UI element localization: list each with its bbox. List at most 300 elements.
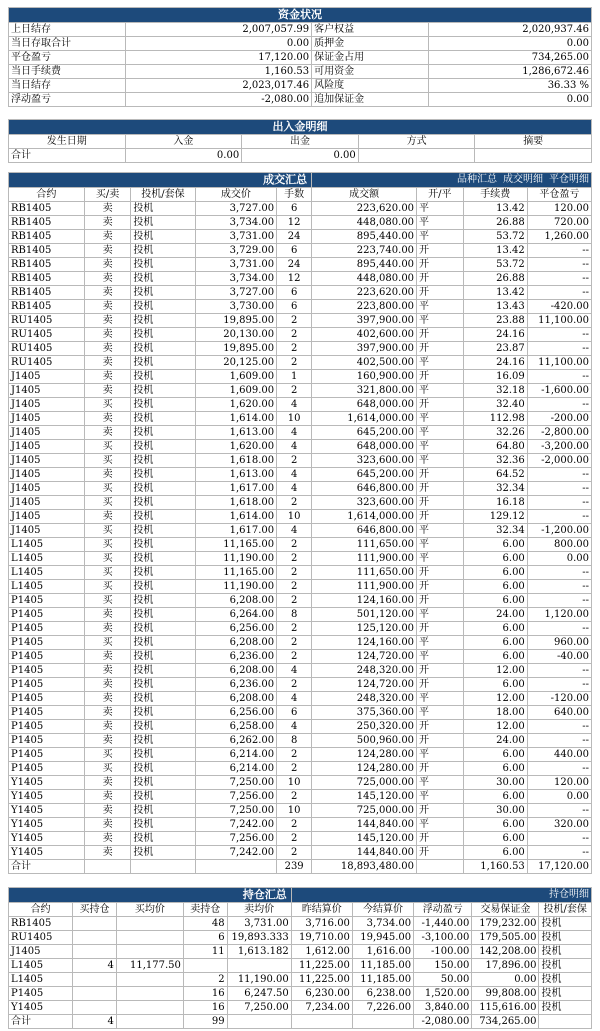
trade-cell: 145,120.00 <box>312 790 417 804</box>
position-row <box>9 1001 592 1015</box>
trade-cell: Y1405 <box>9 790 85 804</box>
trade-cell: 卖 <box>84 678 131 692</box>
position-cell <box>73 987 117 1001</box>
position-cell: 3,840.00 <box>414 1001 472 1015</box>
trade-row <box>9 552 592 566</box>
trade-cell: 124,720.00 <box>312 650 417 664</box>
trade-cell: -200.00 <box>527 412 591 426</box>
trade-cell: Y1405 <box>9 818 85 832</box>
deposit-column-header: 出金 <box>242 135 359 149</box>
trade-cell: 800.00 <box>527 538 591 552</box>
trade-cell: 8 <box>277 608 312 622</box>
trade-row <box>9 734 592 748</box>
trade-cell: 2 <box>277 762 312 776</box>
trade-cell: 投机 <box>131 356 195 370</box>
trade-cell: 开 <box>417 286 464 300</box>
trade-cell: 448,080.00 <box>312 272 417 286</box>
trade-cell: 1,614,000.00 <box>312 412 417 426</box>
deposit-total-cell <box>358 149 475 163</box>
position-cell <box>116 931 183 945</box>
trade-cell: 24.00 <box>463 734 527 748</box>
trade-cell: 投机 <box>131 440 195 454</box>
trade-cell: 6.00 <box>463 636 527 650</box>
trade-cell: 4 <box>277 482 312 496</box>
trade-cell: 平 <box>417 636 464 650</box>
trade-row <box>9 328 592 342</box>
trade-cell: 平 <box>417 384 464 398</box>
variety-summary-link[interactable]: 品种汇总 <box>457 174 497 185</box>
trade-cell: 6,208.00 <box>195 664 277 678</box>
position-detail-link[interactable]: 持仓明细 <box>549 889 589 900</box>
position-cell: 投机 <box>539 945 592 959</box>
trade-cell: -- <box>527 832 591 846</box>
trade-cell: 开 <box>417 566 464 580</box>
trade-cell: 卖 <box>84 356 131 370</box>
trade-row <box>9 650 592 664</box>
trade-row <box>9 776 592 790</box>
trade-cell: 投机 <box>131 846 195 860</box>
trade-cell: 1,620.00 <box>195 440 277 454</box>
trade-cell: -- <box>527 482 591 496</box>
trade-cell: 卖 <box>84 468 131 482</box>
trade-cell: 12.00 <box>463 664 527 678</box>
trade-cell: 2 <box>277 356 312 370</box>
trade-cell: 6,256.00 <box>195 706 277 720</box>
trade-cell: 32.36 <box>463 454 527 468</box>
position-cell: L1405 <box>9 973 73 987</box>
position-cell: 16 <box>183 1001 227 1015</box>
trade-cell: -- <box>527 622 591 636</box>
position-cell: P1405 <box>9 987 73 1001</box>
trade-cell: 投机 <box>131 314 195 328</box>
trade-cell: 卖 <box>84 720 131 734</box>
trade-cell: -420.00 <box>527 300 591 314</box>
funds-value: 2,007,057.99 <box>125 23 312 37</box>
position-cell <box>73 945 117 959</box>
trade-cell: 960.00 <box>527 636 591 650</box>
trade-cell: 1,260.00 <box>527 230 591 244</box>
trade-cell: 卖 <box>84 804 131 818</box>
trade-cell: 250,320.00 <box>312 720 417 734</box>
position-summary-title: 持仓汇总 <box>9 888 292 903</box>
trade-cell: -- <box>527 370 591 384</box>
position-cell: 7,250.00 <box>227 1001 291 1015</box>
trade-cell: 4 <box>277 524 312 538</box>
trade-cell: -- <box>527 734 591 748</box>
trade-cell: 402,600.00 <box>312 328 417 342</box>
trade-cell: 投机 <box>131 230 195 244</box>
trade-cell: 买 <box>84 538 131 552</box>
funds-label: 可用资金 <box>312 65 429 79</box>
trade-cell: 平 <box>417 230 464 244</box>
deposit-column-header: 摘要 <box>475 135 592 149</box>
trade-cell: 111,650.00 <box>312 566 417 580</box>
position-cell: 179,232.00 <box>472 917 539 931</box>
trade-row <box>9 748 592 762</box>
trade-cell: 6.00 <box>463 846 527 860</box>
position-column-header: 交易保证金 <box>472 903 539 917</box>
trade-cell: 投机 <box>131 328 195 342</box>
trade-row <box>9 202 592 216</box>
trade-cell: 32.26 <box>463 426 527 440</box>
trade-cell: 6.00 <box>463 818 527 832</box>
trade-cell: 投机 <box>131 622 195 636</box>
trade-cell: 6.00 <box>463 552 527 566</box>
trade-cell: 开 <box>417 510 464 524</box>
trade-row <box>9 314 592 328</box>
funds-row <box>9 93 592 107</box>
position-cell: 16 <box>183 987 227 1001</box>
trade-cell: -1,200.00 <box>527 524 591 538</box>
trade-cell: 卖 <box>84 202 131 216</box>
trade-cell: 平 <box>417 314 464 328</box>
trade-cell: 13.42 <box>463 286 527 300</box>
trade-cell: 投机 <box>131 832 195 846</box>
trade-row <box>9 818 592 832</box>
trade-row <box>9 216 592 230</box>
position-cell: 11,225.00 <box>291 959 352 973</box>
trade-cell: P1405 <box>9 762 85 776</box>
trade-cell: -- <box>527 244 591 258</box>
funds-row <box>9 37 592 51</box>
funds-row <box>9 79 592 93</box>
trade-cell: P1405 <box>9 692 85 706</box>
trade-cell: 53.72 <box>463 230 527 244</box>
trade-cell: 6 <box>277 286 312 300</box>
deposit-total-cell: 合计 <box>9 149 126 163</box>
trade-cell: RB1405 <box>9 286 85 300</box>
position-cell: -100.00 <box>414 945 472 959</box>
trade-cell: 投机 <box>131 678 195 692</box>
trade-cell: 1,618.00 <box>195 454 277 468</box>
position-cell: 7,234.00 <box>291 1001 352 1015</box>
trade-cell: 投机 <box>131 608 195 622</box>
trade-cell: 投机 <box>131 748 195 762</box>
trade-cell: 投机 <box>131 426 195 440</box>
trade-cell: 投机 <box>131 524 195 538</box>
position-cell: Y1405 <box>9 1001 73 1015</box>
trade-total-cell <box>84 860 131 874</box>
trade-cell: 投机 <box>131 720 195 734</box>
trade-cell: 64.52 <box>463 468 527 482</box>
trade-cell: 卖 <box>84 846 131 860</box>
trade-cell: 投机 <box>131 300 195 314</box>
trade-cell: 2 <box>277 328 312 342</box>
trade-row <box>9 608 592 622</box>
position-cell: 2 <box>183 973 227 987</box>
trade-cell: 11,165.00 <box>195 538 277 552</box>
funds-status-header <box>9 8 592 23</box>
funds-row <box>9 51 592 65</box>
trade-cell: 11,100.00 <box>527 314 591 328</box>
trade-cell: 13.42 <box>463 244 527 258</box>
close-detail-link[interactable]: 平仓明细 <box>549 174 589 185</box>
trade-cell: 平 <box>417 692 464 706</box>
position-cell <box>183 959 227 973</box>
trade-cell: 640.00 <box>527 706 591 720</box>
trade-cell: L1405 <box>9 566 85 580</box>
position-row <box>9 973 592 987</box>
trade-cell: 2 <box>277 580 312 594</box>
trade-row <box>9 468 592 482</box>
trade-row <box>9 342 592 356</box>
trade-cell: 646,800.00 <box>312 524 417 538</box>
trade-row <box>9 692 592 706</box>
trade-cell: 223,800.00 <box>312 300 417 314</box>
trade-cell: 646,800.00 <box>312 482 417 496</box>
trade-cell: 2 <box>277 790 312 804</box>
trade-cell: 725,000.00 <box>312 776 417 790</box>
position-total-cell <box>116 1015 183 1029</box>
trade-cell: RB1405 <box>9 300 85 314</box>
trade-cell: P1405 <box>9 608 85 622</box>
deposit-total-cell <box>475 149 592 163</box>
trade-cell: RB1405 <box>9 230 85 244</box>
trade-cell: 1,614,000.00 <box>312 510 417 524</box>
trade-cell: -1,600.00 <box>527 384 591 398</box>
trade-cell: 11,165.00 <box>195 566 277 580</box>
trade-cell: 平 <box>417 706 464 720</box>
trade-cell: 30.00 <box>463 776 527 790</box>
trade-row <box>9 300 592 314</box>
position-summary-links <box>291 888 591 903</box>
trade-cell: -- <box>527 804 591 818</box>
trade-cell: -- <box>527 398 591 412</box>
trade-row <box>9 664 592 678</box>
position-cell: 142,208.00 <box>472 945 539 959</box>
trade-row <box>9 510 592 524</box>
trade-cell: 323,600.00 <box>312 496 417 510</box>
trade-cell: 买 <box>84 398 131 412</box>
trade-cell: 2 <box>277 622 312 636</box>
position-summary-table <box>8 887 592 1029</box>
trade-cell: 124,160.00 <box>312 594 417 608</box>
trade-cell: -120.00 <box>527 692 591 706</box>
position-cell: L1405 <box>9 959 73 973</box>
position-cell: 99,808.00 <box>472 987 539 1001</box>
trade-cell: 投机 <box>131 706 195 720</box>
position-cell: 1,612.00 <box>291 945 352 959</box>
funds-value: 2,023,017.46 <box>125 79 312 93</box>
position-cell: 50.00 <box>414 973 472 987</box>
trade-cell: 7,242.00 <box>195 846 277 860</box>
position-column-header: 卖均价 <box>227 903 291 917</box>
trade-cell: 7,250.00 <box>195 776 277 790</box>
trade-cell: 26.88 <box>463 216 527 230</box>
trade-cell: 2 <box>277 832 312 846</box>
trade-cell: 卖 <box>84 776 131 790</box>
position-cell: 11,185.00 <box>352 973 413 987</box>
position-cell: 投机 <box>539 931 592 945</box>
trade-cell: 投机 <box>131 566 195 580</box>
position-column-header: 浮动盈亏 <box>414 903 472 917</box>
trade-cell: 买 <box>84 580 131 594</box>
trade-cell: 12 <box>277 272 312 286</box>
trade-cell: 开 <box>417 328 464 342</box>
position-cell: J1405 <box>9 945 73 959</box>
funds-label: 客户权益 <box>312 23 429 37</box>
trade-cell: 375,360.00 <box>312 706 417 720</box>
trade-cell: 卖 <box>84 272 131 286</box>
trade-cell: 11,190.00 <box>195 552 277 566</box>
trade-cell: P1405 <box>9 706 85 720</box>
deposit-total-row <box>9 149 592 163</box>
trade-row <box>9 720 592 734</box>
trade-cell: 投机 <box>131 650 195 664</box>
trade-cell: 23.87 <box>463 342 527 356</box>
position-cell <box>73 917 117 931</box>
trade-row <box>9 622 592 636</box>
trade-detail-link[interactable]: 成交明细 <box>503 174 543 185</box>
trade-cell: 20,125.00 <box>195 356 277 370</box>
trade-cell: Y1405 <box>9 804 85 818</box>
trade-column-header: 成交价 <box>195 188 277 202</box>
trade-cell: 投机 <box>131 412 195 426</box>
trade-cell: 323,600.00 <box>312 454 417 468</box>
trade-cell: 6.00 <box>463 538 527 552</box>
position-total-cell <box>291 1015 352 1029</box>
trade-row <box>9 566 592 580</box>
trade-cell: 1,620.00 <box>195 398 277 412</box>
trade-cell: 402,500.00 <box>312 356 417 370</box>
trade-cell: 30.00 <box>463 804 527 818</box>
position-total-row <box>9 1015 592 1029</box>
trade-cell: 321,800.00 <box>312 384 417 398</box>
trade-row <box>9 356 592 370</box>
trade-cell: 投机 <box>131 762 195 776</box>
trade-cell: 320.00 <box>527 818 591 832</box>
trade-cell: 卖 <box>84 300 131 314</box>
trade-cell: 投机 <box>131 202 195 216</box>
trade-cell: 6,208.00 <box>195 636 277 650</box>
trade-cell: P1405 <box>9 748 85 762</box>
position-cell: 6,247.50 <box>227 987 291 1001</box>
trade-cell: 卖 <box>84 244 131 258</box>
trade-cell: RB1405 <box>9 202 85 216</box>
trade-cell: Y1405 <box>9 832 85 846</box>
trade-cell: 448,080.00 <box>312 216 417 230</box>
trade-cell: 6.00 <box>463 748 527 762</box>
trade-cell: 2 <box>277 650 312 664</box>
trade-cell: 平 <box>417 202 464 216</box>
position-cell: 7,226.00 <box>352 1001 413 1015</box>
trade-cell: 投机 <box>131 454 195 468</box>
trade-cell: 投机 <box>131 398 195 412</box>
trade-cell: 开 <box>417 762 464 776</box>
trade-cell: 卖 <box>84 286 131 300</box>
position-cell <box>73 973 117 987</box>
trade-cell: 买 <box>84 762 131 776</box>
trade-cell: J1405 <box>9 412 85 426</box>
trade-cell: 6,236.00 <box>195 650 277 664</box>
trade-cell: 1,609.00 <box>195 370 277 384</box>
position-cell: 投机 <box>539 1001 592 1015</box>
trade-cell: 26.88 <box>463 272 527 286</box>
trade-cell: -- <box>527 846 591 860</box>
trade-cell: 投机 <box>131 776 195 790</box>
trade-cell: 4 <box>277 440 312 454</box>
trade-total-cell <box>417 860 464 874</box>
position-cell: 11,225.00 <box>291 973 352 987</box>
trade-cell: L1405 <box>9 580 85 594</box>
trade-cell: 0.00 <box>527 790 591 804</box>
trade-summary-table <box>8 172 592 874</box>
trade-cell: 501,120.00 <box>312 608 417 622</box>
position-summary-header <box>9 888 592 903</box>
trade-cell: 223,620.00 <box>312 286 417 300</box>
trade-cell: 3,727.00 <box>195 202 277 216</box>
trade-row <box>9 440 592 454</box>
trade-row <box>9 804 592 818</box>
trade-cell: 6,208.00 <box>195 692 277 706</box>
trade-cell: 平 <box>417 650 464 664</box>
trade-cell: 投机 <box>131 818 195 832</box>
trade-cell: P1405 <box>9 664 85 678</box>
trade-cell: 124,280.00 <box>312 748 417 762</box>
position-cell <box>116 945 183 959</box>
funds-value: 1,286,672.46 <box>428 65 591 79</box>
trade-cell: 6 <box>277 244 312 258</box>
trade-cell: 平 <box>417 790 464 804</box>
trade-cell: 18.00 <box>463 706 527 720</box>
trade-cell: 买 <box>84 440 131 454</box>
trade-cell: 129.12 <box>463 510 527 524</box>
trade-cell: 19,895.00 <box>195 342 277 356</box>
trade-cell: 2 <box>277 552 312 566</box>
deposit-column-header: 入金 <box>125 135 242 149</box>
trade-cell: 买 <box>84 552 131 566</box>
trade-cell: 投机 <box>131 552 195 566</box>
trade-cell: 卖 <box>84 342 131 356</box>
trade-cell: 440.00 <box>527 748 591 762</box>
trade-cell: 卖 <box>84 328 131 342</box>
trade-cell: -- <box>527 594 591 608</box>
position-cell: 11,185.00 <box>352 959 413 973</box>
trade-cell: 投机 <box>131 482 195 496</box>
trade-cell: 买 <box>84 594 131 608</box>
trade-cell: 2 <box>277 594 312 608</box>
position-cell: 3,731.00 <box>227 917 291 931</box>
trade-total-cell: 合计 <box>9 860 85 874</box>
trade-cell: 开 <box>417 244 464 258</box>
funds-value: 36.33 % <box>428 79 591 93</box>
position-column-header: 投机/套保 <box>539 903 592 917</box>
trade-row <box>9 832 592 846</box>
trade-cell: 6,262.00 <box>195 734 277 748</box>
trade-row <box>9 762 592 776</box>
trade-row <box>9 482 592 496</box>
trade-cell: 开 <box>417 258 464 272</box>
trade-cell: RU1405 <box>9 356 85 370</box>
trade-cell: 投机 <box>131 664 195 678</box>
trade-cell: 32.34 <box>463 482 527 496</box>
trade-cell: 10 <box>277 804 312 818</box>
trade-cell: RU1405 <box>9 314 85 328</box>
deposit-total-cell: 0.00 <box>125 149 242 163</box>
trade-cell: 2 <box>277 678 312 692</box>
trade-cell: 平 <box>417 818 464 832</box>
trade-cell: -- <box>527 566 591 580</box>
trade-column-headers <box>9 188 592 202</box>
trade-cell: 13.42 <box>463 202 527 216</box>
trade-cell: -- <box>527 286 591 300</box>
trade-cell: 7,256.00 <box>195 832 277 846</box>
trade-summary-header <box>9 173 592 188</box>
position-cell <box>73 931 117 945</box>
position-row <box>9 917 592 931</box>
trade-cell: 32.40 <box>463 398 527 412</box>
position-column-header: 昨结算价 <box>291 903 352 917</box>
